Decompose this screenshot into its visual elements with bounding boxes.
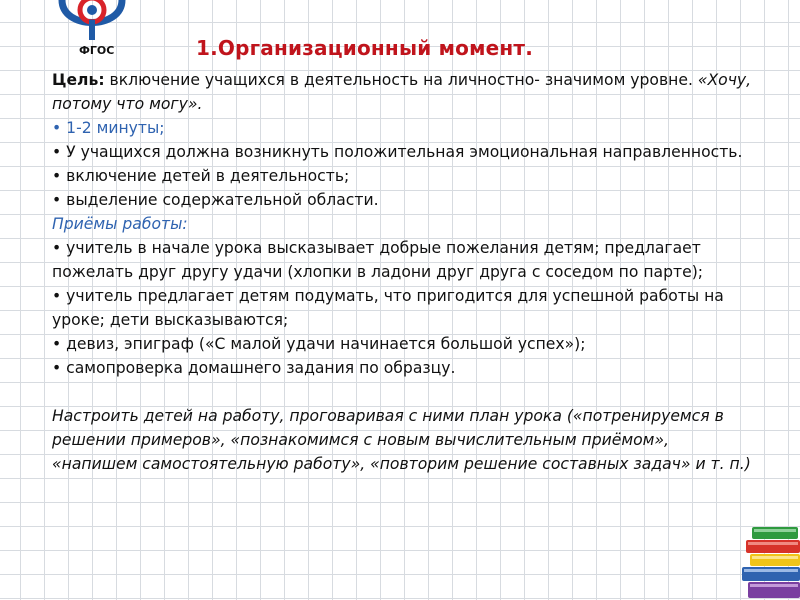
goal-paragraph — [52, 68, 752, 116]
goal-quote: «Хочу, потому что могу». — [52, 71, 752, 113]
bullet-item: • выделение содержательной области. — [52, 191, 379, 209]
goal-text: включение учащихся в деятельность на личностно- значимом уровне. — [104, 71, 698, 89]
logo-text: ФГОС — [79, 44, 115, 57]
closing-paragraph: Настроить детей на работу, проговаривая с ними план урока («потренируемся в решении примеров», «познакомимся с новым вычислительным приёмом», «напишем самостоятельную работу», «повторим решение составных задач» и т. п.) — [52, 407, 751, 473]
method-item: • учитель предлагает детям подумать, что пригодится для успешной работы на уроке; дети высказываются; — [52, 287, 724, 329]
bullet-duration: • 1-2 минуты; — [52, 119, 165, 137]
books-stack-icon — [738, 525, 800, 600]
fgos-logo-icon — [56, 0, 128, 44]
goal-label: Цель: — [52, 71, 105, 89]
methods-heading: Приёмы работы: — [52, 215, 188, 233]
slide-title: 1.Организационный момент. — [196, 36, 534, 60]
slide-content — [52, 68, 752, 476]
spacer — [52, 380, 752, 404]
method-item: • девиз, эпиграф («С малой удачи начинается большой успех»); — [52, 335, 586, 353]
bullet-item: • У учащихся должна возникнуть положительная эмоциональная направленность. — [52, 143, 743, 161]
bullet-item: • включение детей в деятельность; — [52, 167, 350, 185]
method-item: • самопроверка домашнего задания по образцу. — [52, 359, 456, 377]
method-item: • учитель в начале урока высказывает добрые пожелания детям; предлагает пожелать друг другу удачи (хлопки в ладони друг друга с соседом по парте); — [52, 239, 704, 281]
